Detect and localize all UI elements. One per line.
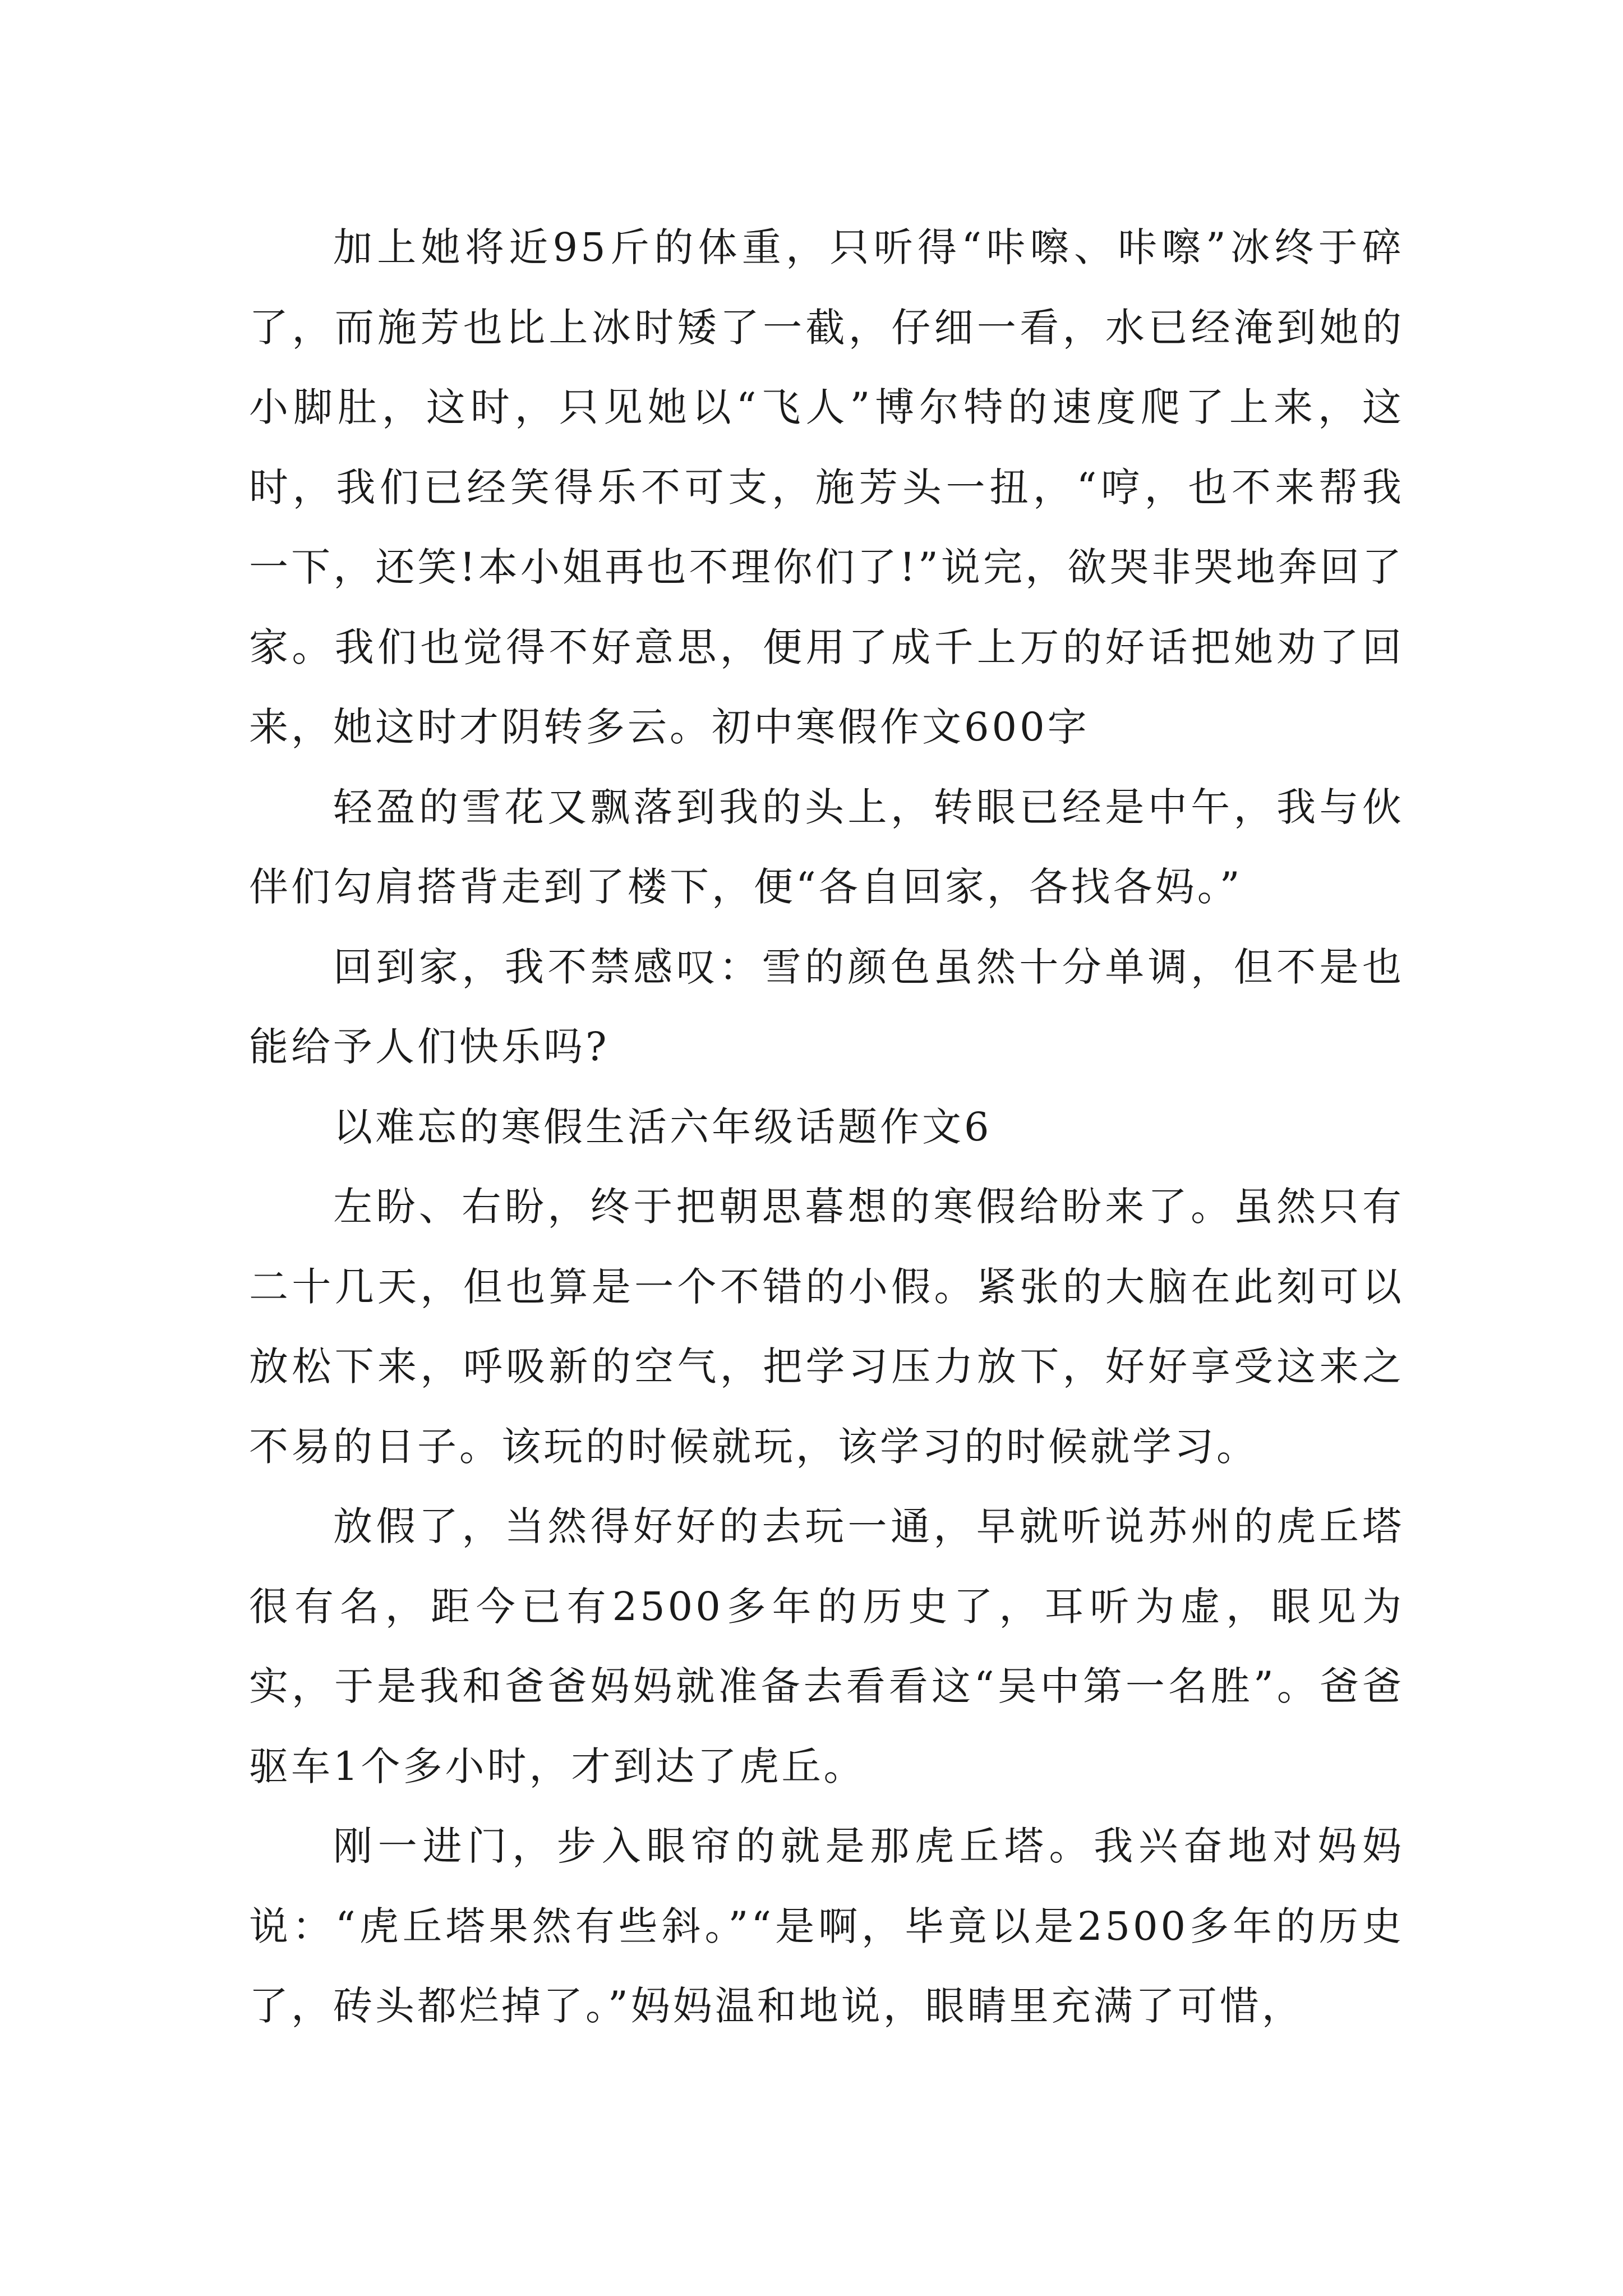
document-body <box>249 208 1404 2046</box>
paragraph-snowflakes: 轻盈的雪花又飘落到我的头上，转眼已经是中午，我与伙伴们勾肩搭背走到了楼下，便“各自回家，各找各妈。” <box>249 784 1404 910</box>
paragraph-winter-break: 左盼、右盼，终于把朝思暮想的寒假给盼来了。虽然只有二十几天，但也算是一个不错的小假。紧张的大脑在此刻可以放松下来，呼吸新的空气，把学习压力放下，好好享受这来之不易的日子。该玩的时候就玩，该学习的时候就学习。 <box>249 1184 1404 1470</box>
paragraph-ice-breaking: 加上她将近95斤的体重，只听得“咔嚓、咔嚓”冰终于碎了，而施芳也比上冰时矮了一截，仔细一看，水已经淹到她的小脚肚，这时，只见她以“飞人”博尔特的速度爬了上来，这时，我们已经笑得乐不可支，施芳头一扭，“哼，也不来帮我一下，还笑!本小姐再也不理你们了!”说完，欲哭非哭地奔回了家。我们也觉得不好意思，便用了成千上万的好话把她劝了回来，她这时才阴转多云。初中寒假作文600字 <box>249 224 1404 750</box>
essay-heading: 以难忘的寒假生活六年级话题作文6 <box>333 1103 992 1150</box>
paragraph-tiger-hill: 放假了，当然得好好的去玩一通，早就听说苏州的虎丘塔很有名，距今已有2500多年的历史了，耳听为虚，眼见为实，于是我和爸爸妈妈就准备去看看这“吴中第一名胜”。爸爸驱车1个多小时，才到达了虎丘。 <box>249 1503 1404 1789</box>
paragraph-entering-gate: 刚一进门，步入眼帘的就是那虎丘塔。我兴奋地对妈妈说：“虎丘塔果然有些斜。”“是啊，毕竟以是2500多年的历史了，砖头都烂掉了。”妈妈温和地说，眼睛里充满了可惜， <box>249 1823 1404 2029</box>
paragraph-back-home: 回到家，我不禁感叹：雪的颜色虽然十分单调，但不是也能给予人们快乐吗? <box>249 944 1404 1070</box>
